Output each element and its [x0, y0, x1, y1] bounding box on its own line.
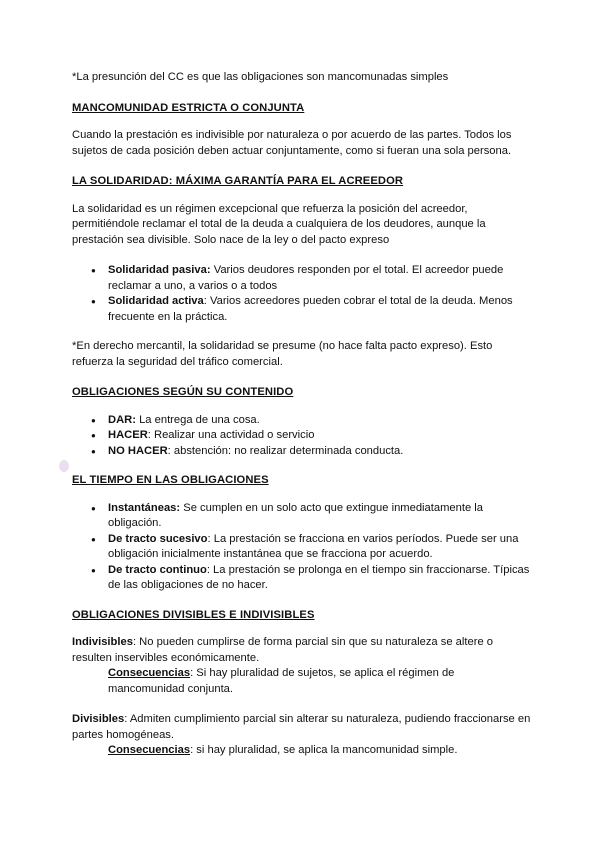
consequences-indivisibles: [72, 666, 532, 697]
list-contenido: [72, 413, 532, 460]
list-item-term: De tracto sucesivo: [108, 532, 208, 545]
list-item: [108, 263, 532, 294]
list-item-term: HACER: [108, 429, 148, 441]
list-solidaridad: [72, 263, 532, 325]
paragraph-mancomunidad: Cuando la prestación es indivisible por naturaleza o por acuerdo de las partes. Todos los sujetos de cada posición deben actuar conjuntamente, como si fueran una sola persona.: [72, 129, 512, 157]
heading-solidaridad: LA SOLIDARIDAD: MÁXIMA GARANTÍA PARA EL ACREEDOR: [72, 175, 404, 187]
list-item: [108, 413, 532, 429]
list-item: [108, 444, 532, 460]
paragraph-indivisibles: [72, 635, 532, 666]
list-item-term: Solidaridad activa: [108, 295, 204, 307]
list-item-desc: : abstención: no realizar determinada conducta.: [167, 444, 404, 457]
list-item-desc: : La prestación se fracciona en varios períodos. Puede ser una obligación inicialmente instantánea que se fracciona por acuerdo.: [108, 532, 519, 560]
list-item: [108, 501, 532, 532]
list-item-desc: Se cumplen en un solo acto que extingue inmediatamente la obligación.: [108, 501, 484, 529]
list-item-term: Instantáneas:: [108, 501, 181, 514]
highlight-mark: [59, 460, 69, 472]
list-item-term: DAR:: [108, 413, 136, 426]
text-divisibles: : Admiten cumplimiento parcial sin alterar su naturaleza, pudiendo fraccionarse en partes homogéneas.: [72, 713, 531, 741]
list-tiempo: [72, 501, 532, 594]
list-item: [108, 532, 532, 563]
text-consecuencias: : Si hay pluralidad de sujetos, se aplica el régimen de mancomunidad conjunta.: [108, 667, 455, 695]
heading-contenido: OBLIGACIONES SEGÚN SU CONTENIDO: [72, 386, 294, 398]
text-indivisibles: : No pueden cumplirse de forma parcial sin que su naturaleza se altere o resulten inservibles económicamente.: [72, 636, 494, 664]
intro-note: *La presunción del CC es que las obligaciones son mancomunadas simples: [72, 71, 449, 83]
list-item-term: De tracto continuo: [108, 563, 207, 576]
list-item-desc: La entrega de una cosa.: [135, 413, 260, 426]
heading-divisibles: OBLIGACIONES DIVISIBLES E INDIVISIBLES: [72, 608, 315, 621]
document-page: [72, 70, 532, 759]
heading-tiempo: EL TIEMPO EN LAS OBLIGACIONES: [72, 474, 269, 486]
term-consecuencias: Consecuencias: [108, 744, 191, 756]
list-item-term: NO HACER: [108, 444, 168, 457]
list-item-term: Solidaridad pasiva:: [108, 264, 211, 276]
list-item: [108, 563, 532, 594]
list-item-desc: : Realizar una actividad o servicio: [147, 429, 315, 441]
list-item-desc: Varios deudores responden por el total. El acreedor puede reclamar a uno, a varios o a todos: [108, 264, 504, 292]
consequences-divisibles: [72, 743, 532, 759]
heading-mancomunidad: MANCOMUNIDAD ESTRICTA O CONJUNTA: [72, 101, 305, 114]
list-item-desc: : Varios acreedores pueden cobrar el total de la deuda. Menos frecuente en la práctica.: [108, 295, 513, 323]
term-indivisibles: Indivisibles: [72, 636, 133, 648]
list-item-desc: : La prestación se prolonga en el tiempo sin fraccionarse. Típicas de las obligaciones de no hacer.: [108, 563, 530, 591]
list-item: [108, 294, 532, 325]
term-consecuencias: Consecuencias: [108, 667, 191, 679]
paragraph-solidaridad: La solidaridad es un régimen excepcional que refuerza la posición del acreedor, permitiéndole reclamar el total de la deuda a cualquiera de los deudores, aunque la prestación sea divisible. Solo nace de la ley o del pacto expreso: [72, 202, 486, 246]
paragraph-divisibles: [72, 712, 532, 743]
term-divisibles: Divisibles: [72, 713, 125, 725]
note-mercantil: *En derecho mercantil, la solidaridad se presume (no hace falta pacto expreso). Esto refuerza la seguridad del tráfico comercial.: [72, 340, 493, 368]
list-item: [108, 428, 532, 444]
text-consecuencias: : si hay pluralidad, se aplica la mancomunidad simple.: [190, 744, 458, 756]
